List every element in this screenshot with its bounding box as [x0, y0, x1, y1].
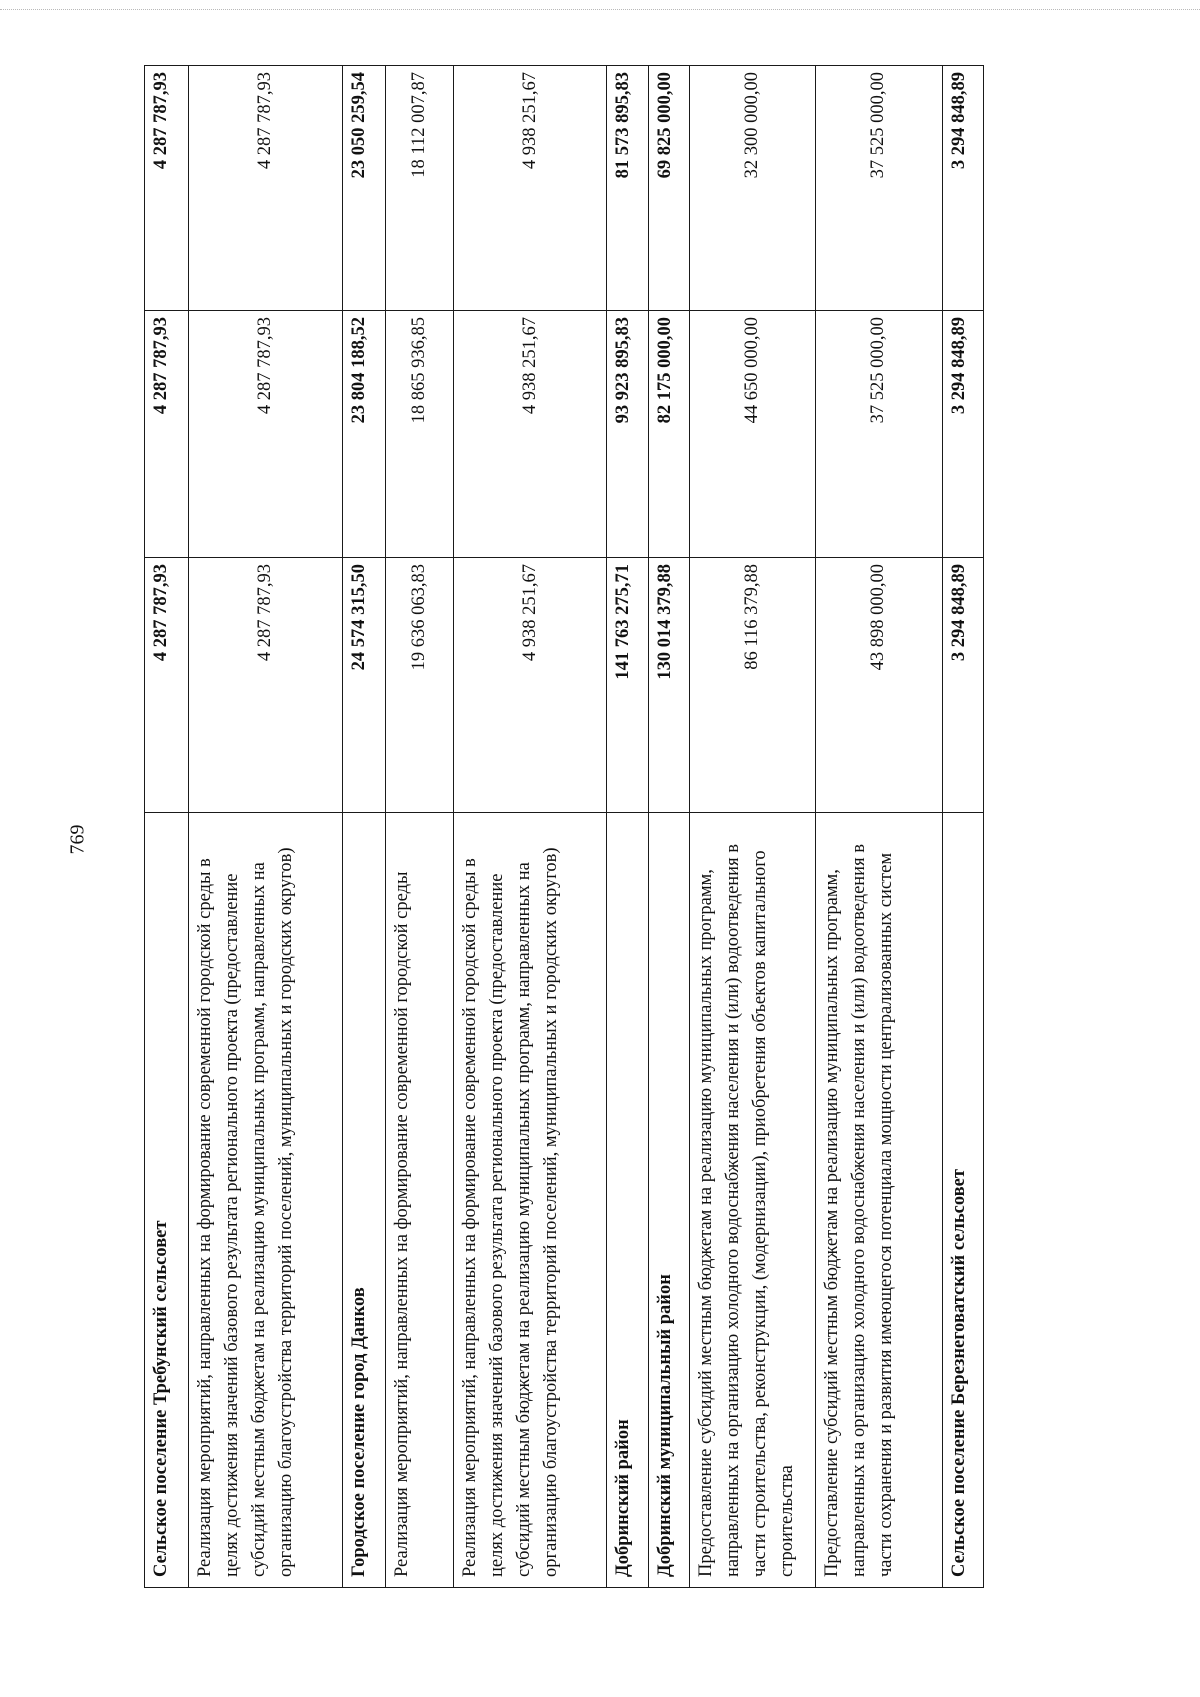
row-value-year1: 19 636 063,83: [386, 558, 454, 813]
table-row: [189, 66, 342, 1588]
row-value-year2: 3 294 848,89: [942, 311, 983, 558]
row-value-year1: 4 287 787,93: [145, 558, 189, 813]
row-value-year2: 4 287 787,93: [145, 311, 189, 558]
row-value-year1: 24 574 315,50: [342, 558, 385, 813]
table-row-dobrinsky-district: [607, 66, 648, 1588]
table-row-dankov: [342, 66, 385, 1588]
row-value-year3: 81 573 895,83: [607, 66, 648, 311]
scan-edge-line: [0, 9, 1200, 10]
row-name: Предоставление субсидий местным бюджетам на реализацию муниципальных программ, направленных на организацию холодного водоснабжения населения и (или) водоотведения в части сохранения и развития имеющегося потенциала мощности централизованных систем: [816, 813, 942, 1588]
row-value-year2: 82 175 000,00: [648, 311, 689, 558]
table-row: [386, 66, 454, 1588]
row-value-year1: 3 294 848,89: [942, 558, 983, 813]
table-row: [816, 66, 942, 1588]
row-name: Добринский муниципальный район: [648, 813, 689, 1588]
row-name: Предоставление субсидий местным бюджетам на реализацию муниципальных программ, направленных на организацию холодного водоснабжения населения и (или) водоотведения в части строительства, реконструкции, (модернизации), приобретения объектов капитального строительства: [690, 813, 816, 1588]
row-value-year2: 37 525 000,00: [816, 311, 942, 558]
row-value-year3: 4 287 787,93: [189, 66, 342, 311]
row-value-year3: 37 525 000,00: [816, 66, 942, 311]
table-row-dobrinsky-municipal: [648, 66, 689, 1588]
table-row-bereznegovatsky: [942, 66, 983, 1588]
page-number: 769: [66, 824, 89, 855]
row-name: Добринский район: [607, 813, 648, 1588]
rotated-table-container: [144, 66, 984, 1588]
row-value-year2: 4 287 787,93: [189, 311, 342, 558]
row-name: Реализация мероприятий, направленных на формирование современной городской среды в целях достижения значений базового результата регионального проекта (предоставление субсидий местным бюджетам на реализацию муниципальных программ, направленных на организацию благоустройства территорий поселений, муниципальных и городских округов): [454, 813, 607, 1588]
row-name: Городское поселение город Данков: [342, 813, 385, 1588]
row-value-year3: 4 938 251,67: [454, 66, 607, 311]
row-value-year3: 69 825 000,00: [648, 66, 689, 311]
row-value-year3: 3 294 848,89: [942, 66, 983, 311]
row-name: Сельское поселение Березнеговатский сельсовет: [942, 813, 983, 1588]
row-name: Реализация мероприятий, направленных на формирование современной городской среды: [386, 813, 454, 1588]
row-value-year3: 18 112 007,87: [386, 66, 454, 311]
row-value-year1: 141 763 275,71: [607, 558, 648, 813]
budget-table: [144, 65, 984, 1588]
row-value-year1: 130 014 379,88: [648, 558, 689, 813]
row-value-year3: 4 287 787,93: [145, 66, 189, 311]
table-row-trebunsky: [145, 66, 189, 1588]
table-row: [454, 66, 607, 1588]
row-name: Реализация мероприятий, направленных на формирование современной городской среды в целях достижения значений базового результата регионального проекта (предоставление субсидий местным бюджетам на реализацию муниципальных программ, направленных на организацию благоустройства территорий поселений, муниципальных и городских округов): [189, 813, 342, 1588]
row-value-year2: 23 804 188,52: [342, 311, 385, 558]
row-value-year1: 4 287 787,93: [189, 558, 342, 813]
row-value-year2: 93 923 895,83: [607, 311, 648, 558]
table-row: [690, 66, 816, 1588]
row-value-year1: 43 898 000,00: [816, 558, 942, 813]
row-value-year2: 44 650 000,00: [690, 311, 816, 558]
row-name: Сельское поселение Требунский сельсовет: [145, 813, 189, 1588]
row-value-year1: 4 938 251,67: [454, 558, 607, 813]
row-value-year1: 86 116 379,88: [690, 558, 816, 813]
row-value-year2: 18 865 936,85: [386, 311, 454, 558]
row-value-year3: 23 050 259,54: [342, 66, 385, 311]
row-value-year2: 4 938 251,67: [454, 311, 607, 558]
row-value-year3: 32 300 000,00: [690, 66, 816, 311]
